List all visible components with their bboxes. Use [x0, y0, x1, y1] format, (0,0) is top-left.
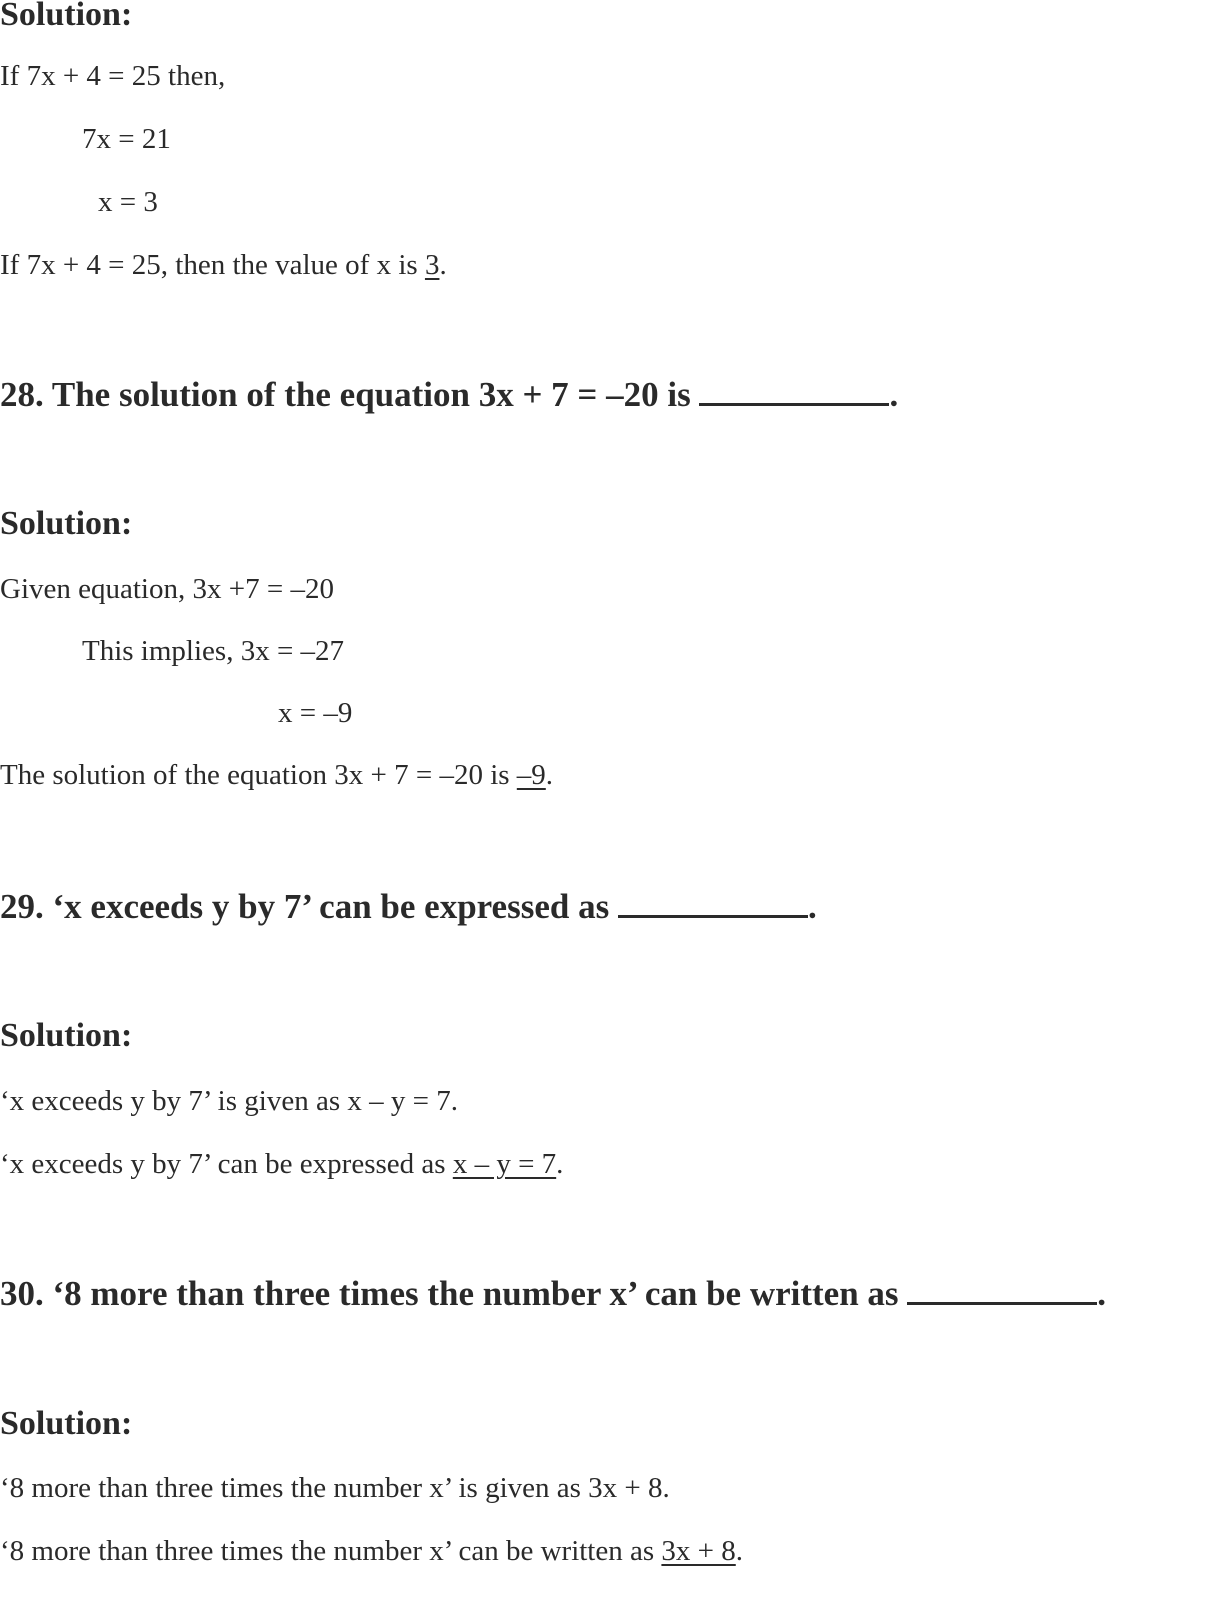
solution-heading: Solution:: [0, 1405, 133, 1442]
question-text: 28. The solution of the equation 3x + 7 = –20 is: [0, 375, 700, 414]
solution-heading: Solution:: [0, 1017, 133, 1054]
question-text: 30. ‘8 more than three times the number x’ can be written as: [0, 1274, 908, 1313]
solution-heading: Solution:: [0, 0, 133, 33]
solution-line: Given equation, 3x +7 = –20: [0, 573, 334, 605]
question-30: [0, 1274, 1106, 1314]
solution-conclusion: [0, 1535, 743, 1568]
answer: 3x + 8: [661, 1535, 736, 1567]
conclusion-text: ‘8 more than three times the number x’ can be written as: [0, 1535, 662, 1567]
question-end: .: [889, 375, 899, 414]
solution-conclusion: [0, 759, 553, 792]
solution-line: ‘x exceeds y by 7’ is given as x – y = 7.: [0, 1085, 458, 1117]
solution-step: This implies, 3x = –27: [82, 635, 345, 667]
answer-blank: [699, 377, 889, 406]
answer-blank: [907, 1276, 1097, 1305]
solution-conclusion: [0, 1148, 563, 1181]
conclusion-end: .: [439, 249, 447, 281]
answer-blank: [618, 889, 808, 918]
question-text: 29. ‘x exceeds y by 7’ can be expressed as: [0, 887, 618, 926]
conclusion-end: .: [545, 759, 554, 791]
conclusion-end: .: [556, 1148, 564, 1180]
conclusion-text: ‘x exceeds y by 7’ can be expressed as: [0, 1148, 453, 1180]
question-28: [0, 375, 898, 415]
question-end: .: [1097, 1274, 1107, 1313]
answer: x – y = 7: [452, 1148, 557, 1180]
conclusion-text: If 7x + 4 = 25, then the value of x is: [0, 249, 425, 281]
question-29: [0, 887, 817, 927]
answer: –9: [516, 759, 546, 791]
solution-line: ‘8 more than three times the number x’ is given as 3x + 8.: [0, 1472, 670, 1504]
solution-conclusion: [0, 249, 447, 282]
solution-step: 7x = 21: [82, 123, 171, 155]
solution-heading: Solution:: [0, 505, 133, 542]
question-end: .: [807, 887, 817, 926]
solution-line: If 7x + 4 = 25 then,: [0, 60, 226, 92]
solution-step: x = 3: [98, 186, 158, 218]
conclusion-end: .: [735, 1535, 744, 1567]
conclusion-text: The solution of the equation 3x + 7 = –20 is: [0, 759, 517, 791]
solution-step: x = –9: [278, 697, 353, 729]
answer: 3: [424, 249, 440, 281]
